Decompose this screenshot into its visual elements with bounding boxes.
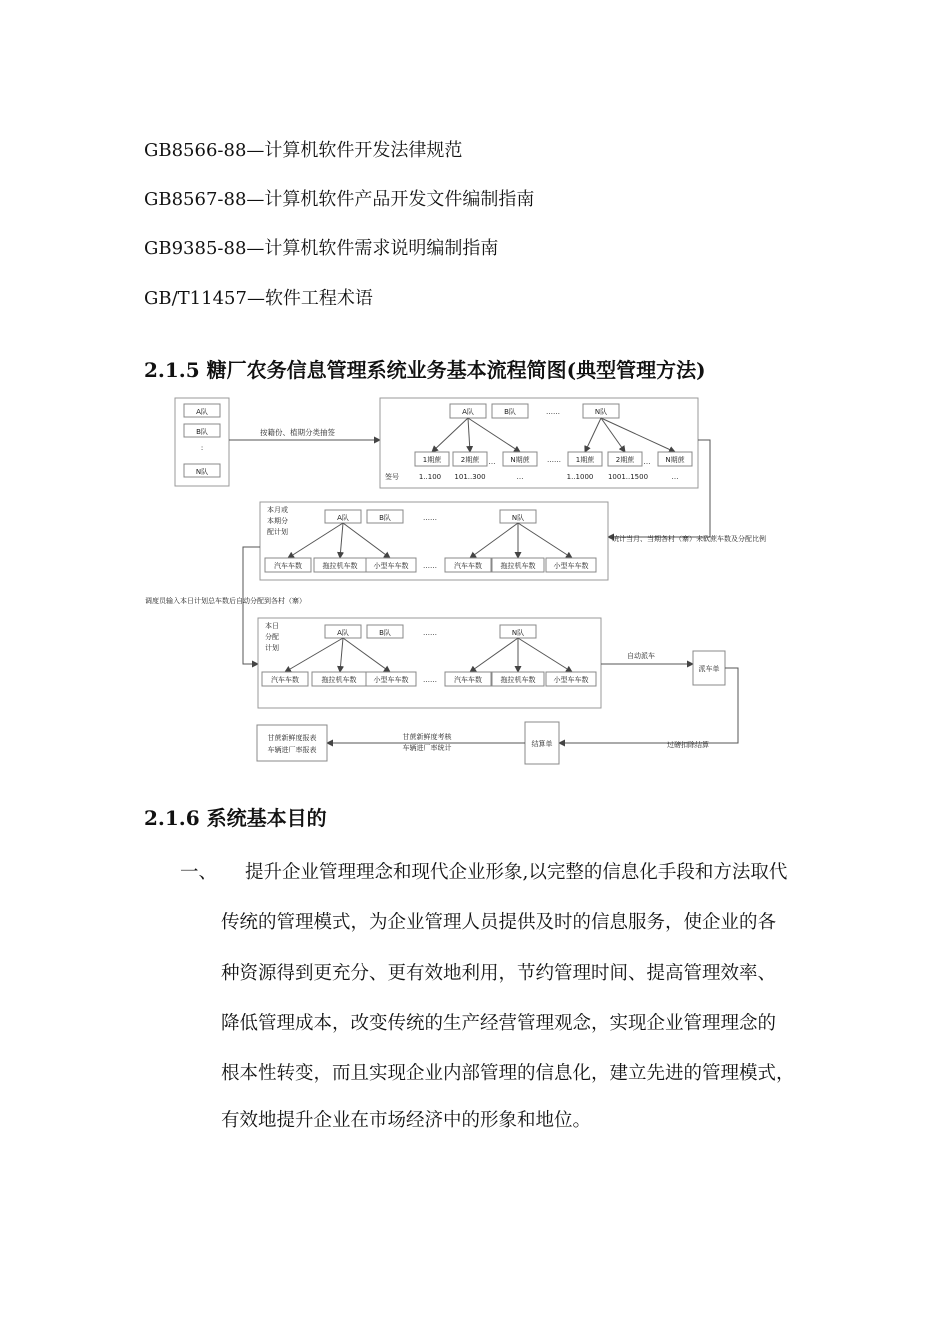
item-marker: 一、 xyxy=(180,862,218,883)
dispatch-slip-label: 派车单 xyxy=(698,665,720,673)
vertical-ellipsis: : xyxy=(200,444,204,452)
team-label: N队 xyxy=(594,408,608,416)
ellipsis: …… xyxy=(423,514,437,522)
team-label: B队 xyxy=(196,428,208,436)
team-label: N队 xyxy=(511,514,525,522)
period-label: N期蔗 xyxy=(665,456,685,464)
arrow xyxy=(243,547,260,664)
reference-item: GB/T11457—软件工程术语 xyxy=(144,288,373,309)
stats-label: 车辆进厂率统计 xyxy=(402,744,452,752)
sign-range: 1001..1500 xyxy=(607,473,649,481)
paragraph-line: 根本性转变，而且实现企业内部管理的信息化，建立先进的管理模式， xyxy=(221,1063,795,1084)
vehicle-label: 汽车车数 xyxy=(271,676,299,684)
team-label: A队 xyxy=(337,514,349,522)
report-label: 车辆进厂率报表 xyxy=(267,746,317,754)
arrow-label-lottery: 按籍份、植期分类抽签 xyxy=(260,428,335,437)
period-label: 1期蔗 xyxy=(575,456,595,464)
dispatcher-label: 调度员输入本日计划总车数后自动分配到各村（寨） xyxy=(145,597,306,605)
vehicle-label: 小型车车数 xyxy=(373,562,409,570)
vehicle-label: 拖拉机车数 xyxy=(500,676,536,684)
sign-range: 1..100 xyxy=(418,473,442,481)
auto-dispatch-label: 自动派车 xyxy=(627,652,655,660)
paragraph-line: 传统的管理模式，为企业管理人员提供及时的信息服务，使企业的各 xyxy=(221,912,777,933)
ellipsis: … xyxy=(643,458,651,466)
team-label: B队 xyxy=(379,514,391,522)
reference-item: GB8567-88—计算机软件产品开发文件编制指南 xyxy=(144,189,535,210)
reference-item: GB8566-88—计算机软件开发法律规范 xyxy=(144,140,463,161)
period-label: N期蔗 xyxy=(510,456,530,464)
report-label: 甘蔗新鲜度报表 xyxy=(267,734,317,742)
stats-ratio-label: 统计当月、当期各村（寨）未砍蔗车数及分配比例 xyxy=(612,535,766,543)
ellipsis: …… xyxy=(546,408,560,416)
team-label: B队 xyxy=(504,408,516,416)
ellipsis: …… xyxy=(423,562,437,570)
reports-box xyxy=(257,725,327,761)
paragraph-line: 降低管理成本，改变传统的生产经营管理观念，实现企业管理理念的 xyxy=(221,1013,777,1034)
section-heading-2-1-6: 2.1.6 系统基本目的 xyxy=(144,806,327,830)
plan-label: 分配 xyxy=(265,633,279,641)
paragraph-line: 种资源得到更充分、更有效地利用，节约管理时间、提高管理效率、 xyxy=(221,963,777,984)
vehicle-label: 汽车车数 xyxy=(274,562,302,570)
plan-label: 配计划 xyxy=(267,528,288,536)
team-label: N队 xyxy=(195,468,209,476)
vehicle-label: 小型车车数 xyxy=(553,676,589,684)
vehicle-label: 汽车车数 xyxy=(454,562,482,570)
period-label: 1期蔗 xyxy=(422,456,442,464)
sign-range: 101..300 xyxy=(454,473,486,481)
plan-label: 本日 xyxy=(265,622,279,630)
vehicle-label: 拖拉机车数 xyxy=(500,562,536,570)
vehicle-label: 小型车车数 xyxy=(373,676,409,684)
vehicle-label: 拖拉机车数 xyxy=(321,676,357,684)
ellipsis: …… xyxy=(423,676,437,684)
reference-item: GB9385-88—计算机软件需求说明编制指南 xyxy=(144,238,499,259)
sign-range: … xyxy=(516,473,524,481)
ellipsis: …… xyxy=(547,456,561,464)
period-label: 2期蔗 xyxy=(615,456,635,464)
team-label: A队 xyxy=(462,408,474,416)
ellipsis: … xyxy=(488,458,496,466)
weigh-label: 过磅扣除结算 xyxy=(667,741,709,749)
plan-label: 计划 xyxy=(265,644,279,652)
business-flow-diagram xyxy=(140,392,820,772)
sign-range: 1..1000 xyxy=(566,473,594,481)
team-label: N队 xyxy=(511,629,525,637)
team-label: B队 xyxy=(379,629,391,637)
sign-range: … xyxy=(671,473,679,481)
paragraph-line: 提升企业管理理念和现代企业形象,以完整的信息化手段和方法取代 xyxy=(245,862,788,883)
stats-label: 甘蔗新鲜度考核 xyxy=(402,733,452,741)
vehicle-label: 拖拉机车数 xyxy=(322,562,358,570)
plan-label: 本期分 xyxy=(267,517,288,525)
vehicle-label: 小型车车数 xyxy=(553,562,589,570)
paragraph-line: 有效地提升企业在市场经济中的形象和地位。 xyxy=(221,1110,592,1131)
vehicle-label: 汽车车数 xyxy=(454,676,482,684)
ellipsis: …… xyxy=(423,629,437,637)
settlement-label: 结算单 xyxy=(531,740,553,748)
sign-label: 签号 xyxy=(385,473,399,481)
period-label: 2期蔗 xyxy=(460,456,480,464)
team-label: A队 xyxy=(196,408,208,416)
plan-label: 本月或 xyxy=(267,506,288,514)
section-heading-2-1-5: 2.1.5 糖厂农务信息管理系统业务基本流程简图(典型管理方法) xyxy=(144,358,706,382)
team-label: A队 xyxy=(337,629,349,637)
